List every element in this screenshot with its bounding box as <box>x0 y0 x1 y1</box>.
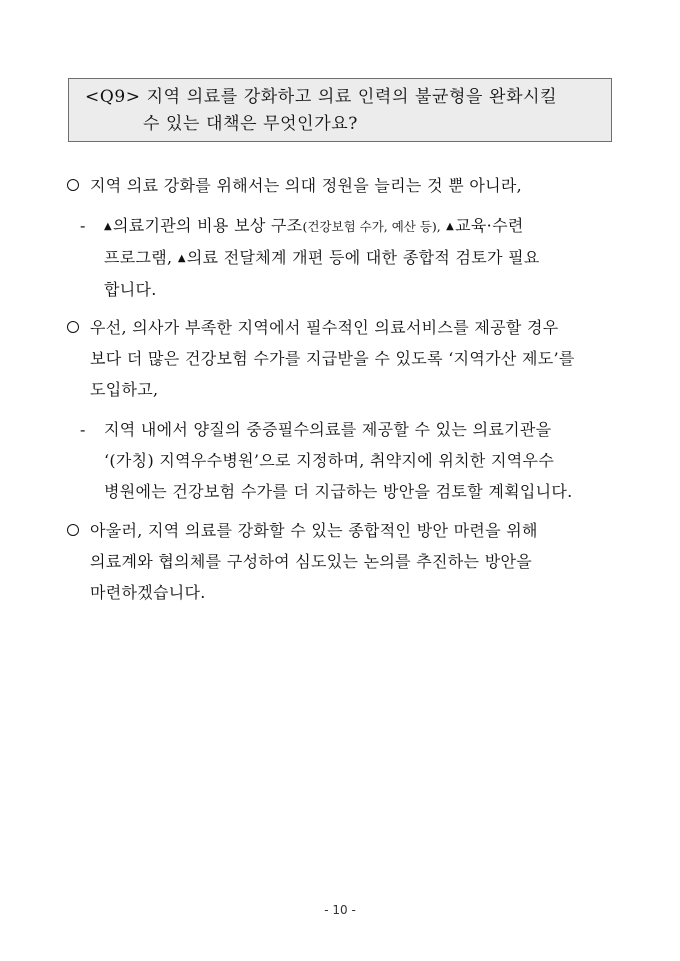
paragraph-3-line-3: 마련하겠습니다. <box>90 583 206 602</box>
detail-1-text-a: 의료기관의 비용 보상 구조 <box>113 216 303 235</box>
dash-bullet-icon: - <box>80 420 86 439</box>
detail-1-text-e: 의료 전달체계 개편 등에 대한 종합적 검토가 필요 <box>186 248 540 267</box>
page-number: - 10 - <box>324 903 356 917</box>
question-line-2: 수 있는 대책은 무엇인가요? <box>143 114 358 134</box>
paragraph-3-line-2: 의료계와 협의체를 구성하여 심도있는 논의를 추진하는 방안을 <box>90 552 532 571</box>
circle-bullet-icon <box>66 170 90 201</box>
detail-1-text-c: 교육·수련 <box>455 216 524 235</box>
detail-2-line-1: 지역 내에서 양질의 중증필수의료를 제공할 수 있는 의료기관을 <box>104 420 552 439</box>
dash-bullet-icon: - <box>80 216 86 235</box>
detail-1-line-1 <box>104 210 620 242</box>
detail-2-line-2: ‘(가칭) 지역우수병원’으로 지정하며, 취약지에 위치한 지역우수 <box>104 451 555 470</box>
question-box <box>68 78 612 142</box>
paragraph-3-line-1: 아울러, 지역 의료를 강화할 수 있는 종합적인 방안 마련을 위해 <box>90 521 538 540</box>
triangle-bullet-icon: ▲ <box>104 221 112 232</box>
detail-1-line-3: 합니다. <box>104 280 157 299</box>
answer-detail-2 <box>66 414 620 507</box>
question-line-1: <Q9> 지역 의료를 강화하고 의료 인력의 불균형을 완화시킬 <box>85 87 558 107</box>
paragraph-2-line-3: 도입하고, <box>90 380 159 399</box>
answer-paragraph-2 <box>66 312 620 405</box>
triangle-bullet-icon: ▲ <box>177 253 186 264</box>
detail-2-line-3: 병원에는 건강보험 수가를 더 지급하는 방안을 검토할 계획입니다. <box>104 482 573 501</box>
paragraph-1-line-1: 지역 의료 강화를 위해서는 의대 정원을 늘리는 것 뿐 아니라, <box>90 176 523 195</box>
answer-detail-1 <box>66 210 620 305</box>
circle-bullet-icon <box>66 312 90 405</box>
answer-paragraph-1 <box>66 170 620 201</box>
detail-1-text-small: (건강보험 수가, 예산 등), <box>302 219 441 234</box>
detail-1-text-d: 프로그램, <box>104 248 173 267</box>
answer-paragraph-3 <box>66 515 620 608</box>
triangle-bullet-icon: ▲ <box>446 221 455 232</box>
circle-bullet-icon <box>66 515 90 608</box>
detail-1-line-2 <box>104 242 620 274</box>
paragraph-2-line-1: 우선, 의사가 부족한 지역에서 필수적인 의료서비스를 제공할 경우 <box>90 318 559 337</box>
paragraph-2-line-2: 보다 더 많은 건강보험 수가를 지급받을 수 있도록 ‘지역가산 제도’를 <box>90 349 575 368</box>
